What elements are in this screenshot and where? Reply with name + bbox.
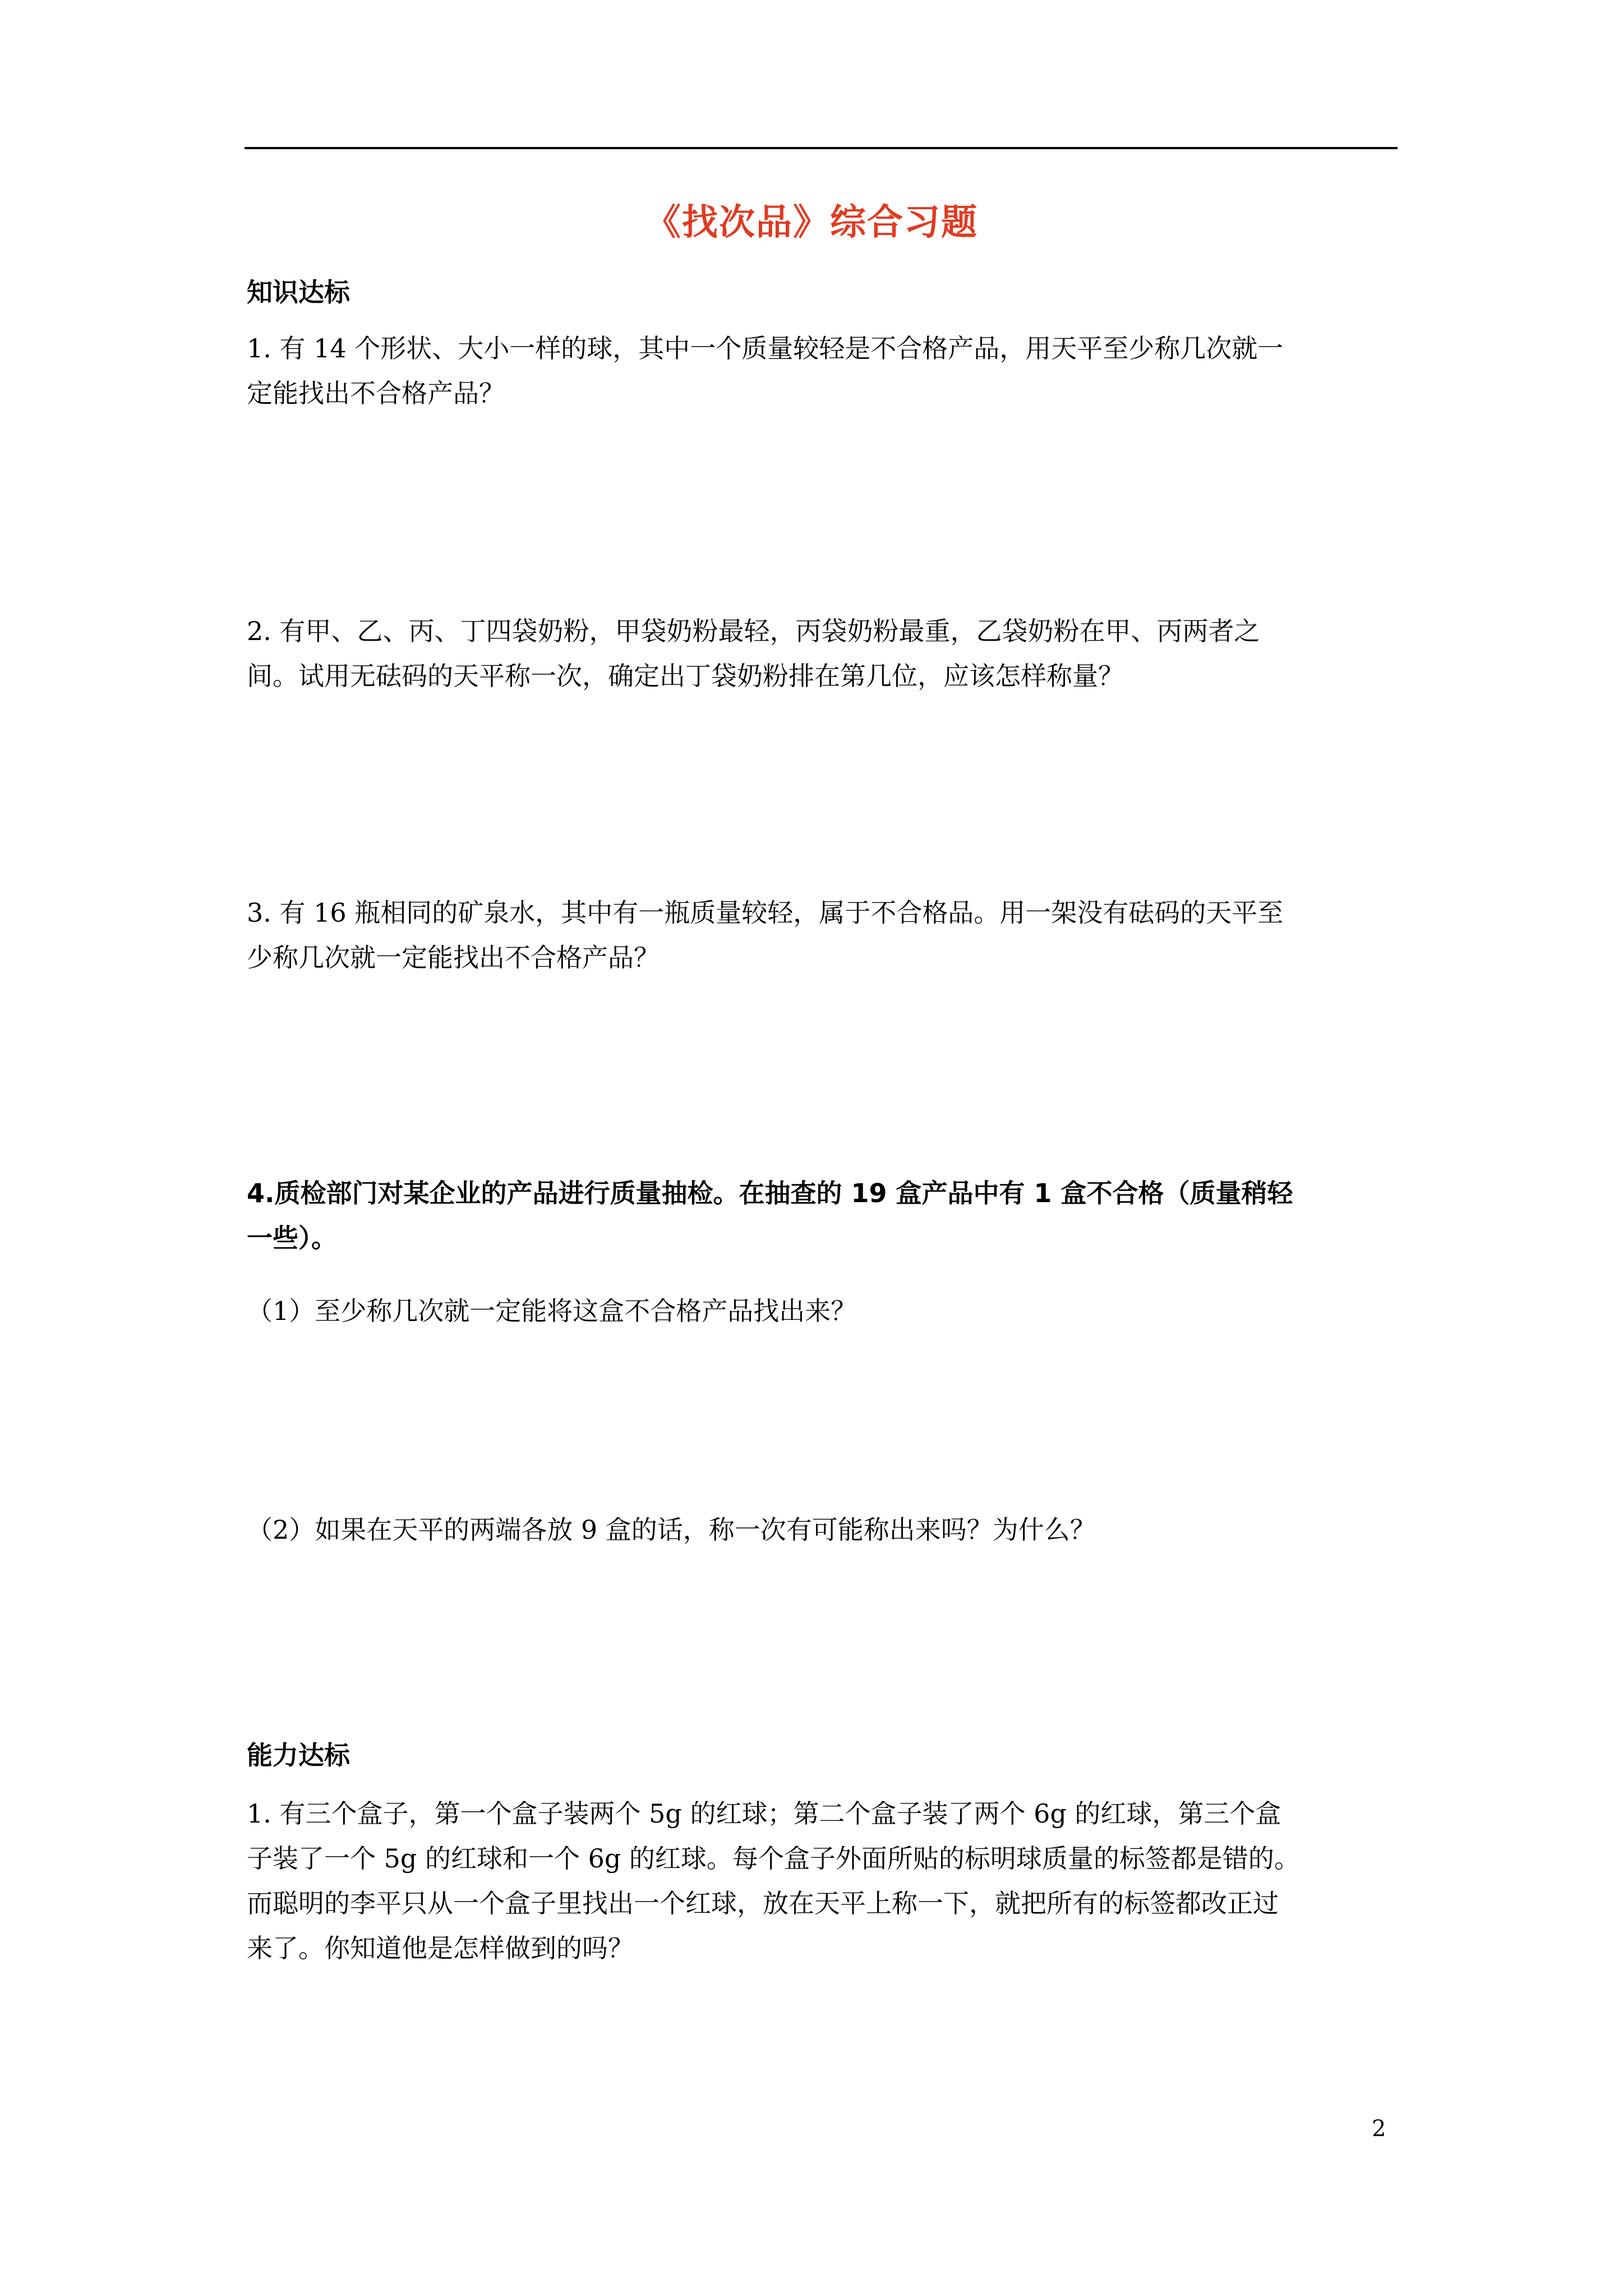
question-4-sub-2-text: （2）如果在天平的两端各放 9 盒的话，称一次有可能称出来吗？为什么？ [247,1515,1096,1545]
question-4-line-1: 4.质检部门对某企业的产品进行质量抽检。在抽查的 19 盒产品中有 1 盒不合格（质量稍轻 [247,1178,1293,1208]
question-1-line-2: 定能找出不合格产品？ [247,378,505,408]
question-4-line-2: 一些）。 [247,1223,337,1253]
question-2-line-2: 间。试用无砝码的天平称一次，确定出丁袋奶粉排在第几位，应该怎样称量？ [247,661,1124,691]
question-3 [247,892,1396,982]
header-rule [245,147,1398,149]
question-4-sub-1-text: （1）至少称几次就一定能将这盒不合格产品找出来？ [247,1296,857,1326]
question-1-line-1: 1. 有 14 个形状、大小一样的球，其中一个质量较轻是不合格产品，用天平至少称几次就一 [247,333,1284,364]
section-heading-ability: 能力达标 [247,1740,350,1770]
question-4 [247,1172,1396,1262]
question-2 [247,610,1396,700]
section-heading-knowledge: 知识达标 [247,277,350,307]
question-4-sub-1 [247,1290,1396,1335]
ability-question-1-line-4: 来了。你知道他是怎样做到的吗？ [247,1933,634,1963]
ability-question-1-line-1: 1. 有三个盒子，第一个盒子装两个 5g 的红球；第二个盒子装了两个 6g 的红球，第三个盒 [247,1798,1281,1829]
question-3-line-2: 少称几次就一定能找出不合格产品？ [247,942,660,973]
ability-question-1-line-2: 子装了一个 5g 的红球和一个 6g 的红球。每个盒子外面所贴的标明球质量的标签都是错的。 [247,1843,1300,1874]
page-number: 2 [1372,2116,1386,2142]
question-1 [247,328,1396,417]
question-2-line-1: 2. 有甲、乙、丙、丁四袋奶粉，甲袋奶粉最轻，丙袋奶粉最重，乙袋奶粉在甲、丙两者之 [247,616,1260,646]
question-4-sub-2 [247,1509,1396,1554]
page-title: 《找次品》综合习题 [645,202,978,243]
ability-question-1 [247,1793,1396,1972]
ability-question-1-line-3: 而聪明的李平只从一个盒子里找出一个红球，放在天平上称一下，就把所有的标签都改正过 [247,1888,1279,1918]
question-3-line-1: 3. 有 16 瓶相同的矿泉水，其中有一瓶质量较轻，属于不合格品。用一架没有砝码的天平至 [247,898,1284,928]
